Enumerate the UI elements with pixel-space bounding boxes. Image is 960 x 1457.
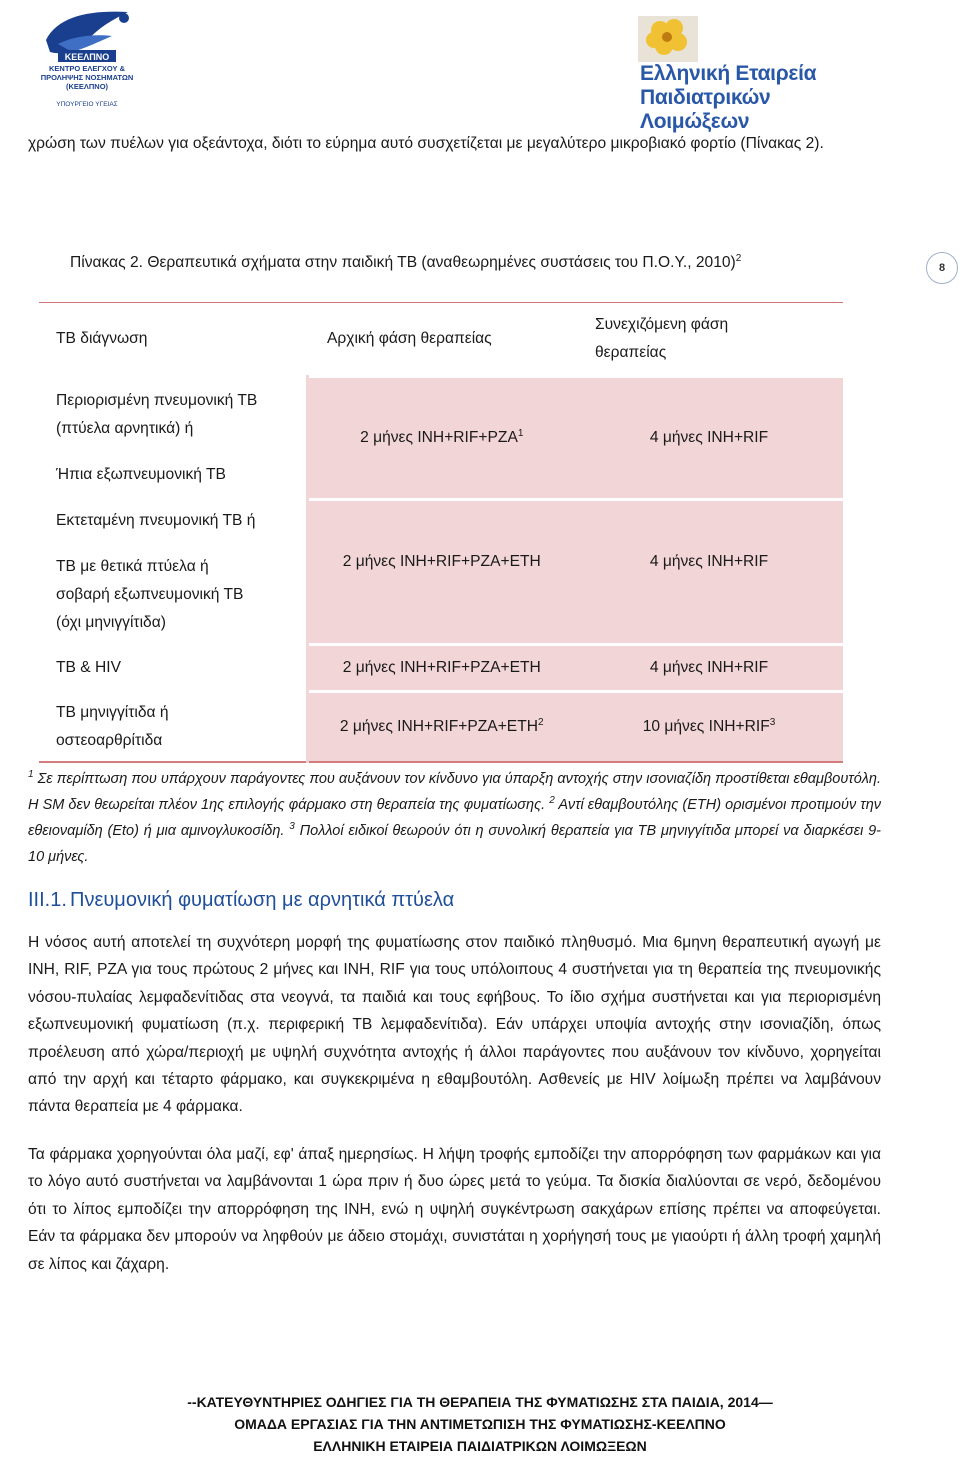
diagnosis-cell	[39, 500, 307, 645]
footnote-text: Σε περίπτωση που υπάρχουν παράγοντες που αυξάνουν τον κίνδυνο για ύπαρξη αντοχής στην ισονιαζίδη προστίθεται εθαμβουτόλη. Η SM δεν θεωρείται πλέον 1ης επιλογής φάρμακο στη θεραπεία της φυματίωσης.	[28, 771, 882, 813]
footer-line-1: --ΚΑΤΕΥΘΥΝΤΗΡΙΕΣ ΟΔΗΓΙΕΣ ΓΙΑ ΤΗ ΘΕΡΑΠΕΙΑ ΤΗΣ ΦΥΜΑΤΙΩΣΗΣ ΣΤΑ ΠΑΙΔΙΑ, 2014—	[187, 1394, 773, 1410]
hspi-logo-line2: Παιδιατρικών Λοιμώξεων	[640, 86, 771, 133]
table-caption-text: Πίνακας 2. Θεραπευτικά σχήματα στην παιδική ΤΒ (αναθεωρημένες συστάσεις του Π.Ο.Υ., 2010)	[70, 254, 736, 271]
initial-phase-cell	[307, 645, 575, 692]
table-header-row	[39, 303, 843, 377]
footnote-number: 3	[289, 821, 295, 833]
diagnosis-line: (πτύελα αρνητικά) ή	[56, 420, 194, 437]
table-row	[39, 500, 843, 645]
table-row	[39, 692, 843, 763]
footnote-ref: 1	[517, 427, 524, 439]
diagnosis-line: ΤΒ μηνιγγίτιδα ή	[56, 704, 169, 721]
diagnosis-line: ΤΒ με θετικά πτύελα ή	[56, 558, 209, 575]
hspi-logo	[638, 16, 866, 133]
footnote-ref: 3	[769, 716, 776, 728]
header-diagnosis: ΤΒ διάγνωση	[39, 303, 307, 377]
section-title: Πνευμονική φυματίωση με αρνητικά πτύελα	[70, 889, 455, 911]
continuation-phase-text: 10 μήνες INH+RIF	[642, 718, 770, 735]
intro-paragraph: χρώση των πυέλων για οξεάντοχα, διότι το εύρημα αυτό συσχετίζεται με μεγαλύτερο μικροβιακό φορτίο (Πίνακας 2).	[28, 135, 824, 152]
continuation-phase-cell	[575, 500, 843, 645]
footer-line-3: ΕΛΛΗΝΙΚΗ ΕΤΑΙΡΕΙΑ ΠΑΙΔΙΑΤΡΙΚΩΝ ΛΟΙΜΩΞΕΩΝ	[313, 1438, 647, 1454]
diagnosis-cell	[39, 377, 307, 500]
footnote-ref: 2	[538, 716, 544, 728]
header-continuation-phase	[575, 303, 843, 377]
diagnosis-line: ΤΒ & HIV	[56, 659, 121, 676]
continuation-phase-text: 4 μήνες INH+RIF	[649, 659, 769, 676]
continuation-phase-cell	[575, 377, 843, 500]
initial-phase-cell	[307, 500, 575, 645]
diagnosis-line: Ήπια εξωπνευμονική ΤΒ	[56, 466, 226, 483]
table-caption	[70, 253, 741, 273]
diagnosis-line: οστεοαρθρίτιδα	[56, 732, 163, 749]
header-continuation-phase-text: Συνεχιζόμενη φάση θεραπείας	[595, 316, 729, 361]
body-paragraph: Τα φάρμακα χορηγούνται όλα μαζί, εφ' άπαξ ημερησίως. Η λήψη τροφής εμποδίζει την απορρόφηση των φαρμάκων και για το λόγο αυτό συστήνεται να λαμβάνονται 1 ώρα πριν ή δυο ώρες μετά το γεύμα. Τα δισκία διαλύονται σε νερό, δεδομένου ότι το λίπος εμποδίζει την απορρόφηση της INH, ενώ η υψηλή συγκέντρωση σακχάρων επίσης πρέπει να αποφεύγεται. Εάν τα φάρμακα δεν μπορούν να ληφθούν με άδειο στομάχι, συνιστάται η χορήγησή τους με γιαούρτι ή άλλη τροφή χαμηλή σε λίπος και ζάχαρη.	[28, 1146, 881, 1273]
diagnosis-cell	[39, 692, 307, 763]
keelpno-logo	[28, 6, 146, 110]
section-number: ΙΙΙ.1.	[28, 889, 67, 911]
page-number: 8	[926, 252, 958, 284]
ministry-label: ΥΠΟΥΡΓΕΙΟ ΥΓΕΙΑΣ	[56, 101, 118, 108]
keelpno-logo-name: ΚΕΕΛΠΝΟ	[64, 52, 110, 62]
treatment-table	[39, 302, 843, 763]
continuation-phase-cell	[575, 645, 843, 692]
hspi-logo-line1: Ελληνική Εταιρεία	[640, 62, 817, 85]
footnote-text: Πολλοί ειδικοί θεωρούν ότι η συνολική θεραπεία για ΤΒ μηνιγγίτιδα μπορεί να διαρκέσει 9-10 μήνες.	[28, 823, 881, 865]
continuation-phase-text: 4 μήνες INH+RIF	[649, 429, 769, 446]
diagnosis-line: (όχι μηνιγγίτιδα)	[56, 614, 166, 631]
keelpno-logo-subtitle: ΚΕΝΤΡΟ ΕΛΕΓΧΟΥ & ΠΡΟΛΗΨΗΣ ΝΟΣΗΜΑΤΩΝ (ΚΕΕΛΠΝΟ)	[40, 64, 134, 91]
diagnosis-cell	[39, 645, 307, 692]
continuation-phase-text: 4 μήνες INH+RIF	[649, 553, 769, 570]
diagnosis-line: σοβαρή εξωπνευμονική ΤΒ	[56, 586, 244, 603]
table-row	[39, 645, 843, 692]
table-row	[39, 377, 843, 500]
table-caption-ref: 2	[735, 252, 742, 264]
continuation-phase-cell	[575, 692, 843, 763]
initial-phase-cell	[307, 692, 575, 763]
section-heading	[28, 889, 454, 912]
diagnosis-line: Περιορισμένη πνευμονική ΤΒ	[56, 392, 258, 409]
initial-phase-cell	[307, 377, 575, 500]
header-initial-phase: Αρχική φάση θεραπείας	[307, 303, 575, 377]
initial-phase-text: 2 μήνες INH+RIF+PZA+ETH	[342, 659, 541, 676]
flower-icon	[638, 16, 698, 62]
dove-icon	[28, 6, 146, 64]
footer-line-2: ΟΜΑΔΑ ΕΡΓΑΣΙΑΣ ΓΙΑ ΤΗΝ ΑΝΤΙΜΕΤΩΠΙΣΗ ΤΗΣ ΦΥΜΑΤΙΩΣΗΣ-ΚΕΕΛΠΝΟ	[234, 1416, 726, 1432]
diagnosis-line: Εκτεταμένη πνευμονική ΤΒ ή	[56, 512, 256, 529]
table-footnotes	[28, 766, 881, 870]
initial-phase-text: 2 μήνες INH+RIF+PZA+ETH	[339, 718, 538, 735]
footnote-number: 2	[549, 795, 555, 807]
body-paragraph: Η νόσος αυτή αποτελεί τη συχνότερη μορφή της φυματίωσης στον παιδικό πληθυσμό. Μια 6μηνη θεραπευτική αγωγή με INH, RIF, PZA για τους πρώτους 2 μήνες και INH, RIF για τους υπόλοιπους 4 συστήνεται για τη θεραπεία της πνευμονικής νόσου-πυλαίας λεμφαδενίτιδας στα νεογνά, τα παιδιά και τους εφήβους. Το ίδιο σχήμα συστήνεται και για περιορισμένη εξωπνευμονική φυματίωση (π.χ. περιφερική ΤΒ λεμφαδενίτιδα). Εάν υπάρχει υποψία αντοχής στην ισονιαζίδη, όπως προέλευση από χώρα/περιοχή με υψηλή συχνότητα αντοχής ή άλλοι παράγοντες που αυξάνουν τον κίνδυνο, χορηγείται από την αρχή και τέταρτο φάρμακο, και συγκεκριμένα η εθαμβουτόλη. Ασθενείς με HIV λοίμωξη πρέπει να λαμβάνουν πάντα θεραπεία με 4 φάρμακα.	[28, 934, 881, 1116]
footnote-text: Αντί εθαμβουτόλης (ΕΤΗ) ορισμένοι προτιμούν την εθειοναμίδη (Eto) ή μια αμινογλυκοσίδη.	[28, 797, 882, 839]
initial-phase-text: 2 μήνες INH+RIF+PZA+ETH	[342, 553, 541, 570]
initial-phase-text: 2 μήνες INH+RIF+PZA	[360, 429, 518, 446]
footnote-number: 1	[28, 769, 34, 781]
